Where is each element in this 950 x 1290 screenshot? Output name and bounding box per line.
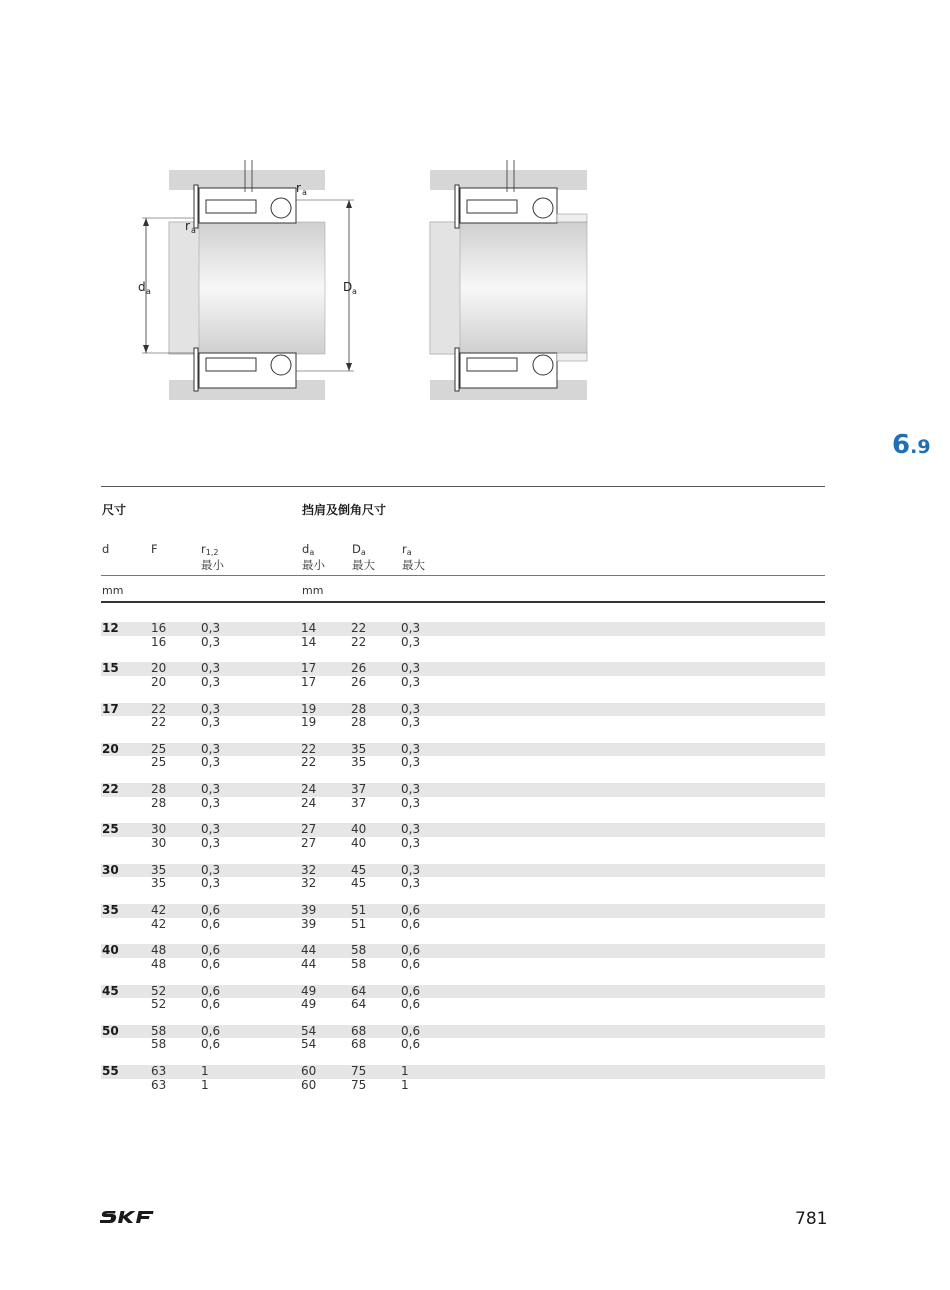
cell-F: 42	[151, 903, 167, 918]
table-row	[101, 662, 825, 676]
ra-label-side: r	[185, 219, 190, 233]
cell-da: 54	[301, 1023, 317, 1038]
col-ra-sub: a	[406, 548, 412, 557]
table-row	[101, 958, 825, 972]
cell-Da: 51	[351, 916, 367, 931]
Da-label-sub: a	[352, 287, 357, 296]
table-row	[101, 622, 825, 636]
abutment-header: 挡肩及倒角尺寸	[302, 503, 387, 517]
cell-ra: 0,3	[401, 835, 421, 850]
cell-d: 30	[102, 862, 119, 877]
cell-F: 48	[151, 956, 167, 971]
cell-r12: 0,3	[201, 795, 221, 810]
cell-da: 49	[301, 983, 317, 998]
table-row	[101, 756, 825, 770]
cell-F: 63	[151, 1064, 167, 1079]
table-row	[101, 1065, 825, 1079]
table-row	[101, 904, 825, 918]
cell-Da: 64	[351, 983, 367, 998]
cell-F: 58	[151, 1023, 167, 1038]
cell-da: 27	[301, 822, 317, 837]
ra-label-side-sub: a	[191, 226, 196, 235]
cell-ra: 1	[401, 1077, 409, 1092]
top-rule	[101, 486, 825, 487]
col-ra-label: r	[402, 542, 407, 556]
cell-da: 24	[301, 795, 317, 810]
cell-r12: 0,6	[201, 1023, 221, 1038]
table-row	[101, 676, 825, 690]
cell-F: 16	[151, 634, 167, 649]
cell-r12: 0,3	[201, 715, 221, 730]
page-number: 781	[795, 1209, 828, 1229]
cell-Da: 64	[351, 997, 367, 1012]
cell-ra: 0,3	[401, 634, 421, 649]
da-label: d	[138, 280, 146, 294]
ra-label-top: r	[296, 181, 301, 195]
units-rule	[101, 601, 825, 603]
dimensions-header: 尺寸	[102, 503, 127, 517]
cell-Da: 28	[351, 701, 367, 716]
table-row	[101, 797, 825, 811]
cell-r12: 0,3	[201, 741, 221, 756]
bearing-group	[101, 1025, 825, 1065]
cell-da: 60	[301, 1064, 317, 1079]
table-row	[101, 716, 825, 730]
cell-ra: 0,6	[401, 1023, 421, 1038]
section-number	[892, 430, 931, 460]
col-Da-note: 最大	[352, 558, 375, 572]
cell-da: 19	[301, 701, 317, 716]
cell-F: 63	[151, 1077, 167, 1092]
cell-Da: 58	[351, 956, 367, 971]
cell-da: 44	[301, 956, 317, 971]
table-row	[101, 783, 825, 797]
col-r12-label: r	[201, 542, 206, 556]
section-dot: .	[910, 436, 918, 458]
cell-F: 25	[151, 741, 167, 756]
cell-da: 39	[301, 903, 317, 918]
cell-d: 22	[102, 782, 119, 797]
bearing-group	[101, 703, 825, 743]
cell-ra: 0,3	[401, 661, 421, 676]
col-r12-sub: 1,2	[205, 548, 219, 557]
table-row	[101, 998, 825, 1012]
cell-da: 60	[301, 1077, 317, 1092]
cell-d: 50	[102, 1023, 119, 1038]
table-row	[101, 1025, 825, 1039]
cell-d: 55	[102, 1064, 119, 1079]
cell-da: 27	[301, 835, 317, 850]
cell-Da: 35	[351, 741, 367, 756]
cell-r12: 0,3	[201, 782, 221, 797]
cell-ra: 0,6	[401, 956, 421, 971]
section-minor: 9	[917, 436, 931, 458]
cell-da: 22	[301, 741, 317, 756]
cell-d: 20	[102, 741, 119, 756]
cell-r12: 0,3	[201, 876, 221, 891]
cell-r12: 0,6	[201, 956, 221, 971]
bearing-group	[101, 743, 825, 783]
cell-d: 35	[102, 903, 119, 918]
cell-r12: 0,3	[201, 701, 221, 716]
dimensions-table	[101, 622, 825, 1106]
cell-da: 32	[301, 876, 317, 891]
col-ra-note: 最大	[402, 558, 425, 572]
da-label-sub: a	[146, 287, 151, 296]
cell-F: 42	[151, 916, 167, 931]
cell-da: 14	[301, 621, 317, 635]
cell-da: 17	[301, 674, 317, 689]
col-r12-note: 最小	[201, 558, 224, 572]
cell-ra: 0,3	[401, 795, 421, 810]
cell-F: 30	[151, 822, 167, 837]
section-major: 6	[892, 430, 911, 460]
cell-r12: 0,6	[201, 983, 221, 998]
cell-F: 22	[151, 715, 167, 730]
cell-Da: 68	[351, 1037, 367, 1052]
table-row	[101, 837, 825, 851]
col-r12	[201, 543, 224, 572]
cell-F: 30	[151, 835, 167, 850]
cell-Da: 22	[351, 621, 367, 635]
cell-ra: 0,6	[401, 1037, 421, 1052]
cell-ra: 0,3	[401, 674, 421, 689]
cell-r12: 0,6	[201, 903, 221, 918]
header-rule	[101, 575, 825, 576]
cell-ra: 0,6	[401, 997, 421, 1012]
cell-ra: 1	[401, 1064, 409, 1079]
ra-label-top-sub: a	[302, 188, 307, 197]
cell-Da: 68	[351, 1023, 367, 1038]
cell-ra: 0,3	[401, 715, 421, 730]
bearing-group	[101, 622, 825, 662]
bearing-group	[101, 783, 825, 823]
mounting-diagram-alternative	[425, 160, 595, 410]
bearing-group	[101, 904, 825, 944]
cell-da: 22	[301, 755, 317, 770]
col-da-sub: a	[309, 548, 315, 557]
cell-ra: 0,3	[401, 782, 421, 797]
cell-ra: 0,3	[401, 755, 421, 770]
cell-ra: 0,3	[401, 876, 421, 891]
cell-ra: 0,3	[401, 862, 421, 877]
cell-Da: 75	[351, 1064, 367, 1079]
bearing-group	[101, 985, 825, 1025]
cell-Da: 51	[351, 903, 367, 918]
cell-Da: 26	[351, 661, 367, 676]
mounting-diagram-dimensions	[134, 160, 364, 410]
cell-F: 28	[151, 795, 167, 810]
bearing-group	[101, 662, 825, 702]
cell-Da: 22	[351, 634, 367, 649]
cell-d: 45	[102, 983, 119, 998]
cell-ra: 0,3	[401, 822, 421, 837]
table-row	[101, 743, 825, 757]
cell-da: 49	[301, 997, 317, 1012]
cell-d: 12	[102, 621, 119, 635]
cell-d: 25	[102, 822, 119, 837]
cell-r12: 0,6	[201, 943, 221, 958]
table-row	[101, 944, 825, 958]
col-d	[102, 543, 109, 556]
cell-da: 44	[301, 943, 317, 958]
cell-r12: 0,6	[201, 997, 221, 1012]
cell-da: 24	[301, 782, 317, 797]
table-row	[101, 1038, 825, 1052]
cell-da: 17	[301, 661, 317, 676]
cell-Da: 35	[351, 755, 367, 770]
cell-r12: 0,3	[201, 862, 221, 877]
cell-F: 58	[151, 1037, 167, 1052]
cell-d: 17	[102, 701, 119, 716]
cell-ra: 0,3	[401, 701, 421, 716]
table-row	[101, 703, 825, 717]
col-d-label: d	[102, 542, 110, 556]
col-da	[302, 543, 325, 572]
col-Da-label: D	[352, 542, 361, 556]
cell-F: 48	[151, 943, 167, 958]
cell-ra: 0,3	[401, 741, 421, 756]
cell-ra: 0,6	[401, 903, 421, 918]
table-row	[101, 823, 825, 837]
col-Da-sub: a	[360, 548, 366, 557]
col-da-label: d	[302, 542, 310, 556]
cell-Da: 37	[351, 795, 367, 810]
bearing-group	[101, 823, 825, 863]
cell-F: 20	[151, 661, 167, 676]
cell-Da: 75	[351, 1077, 367, 1092]
table-row	[101, 918, 825, 932]
cell-r12: 0,3	[201, 621, 221, 635]
cell-Da: 58	[351, 943, 367, 958]
cell-r12: 0,3	[201, 674, 221, 689]
Da-label: D	[343, 280, 353, 294]
cell-F: 52	[151, 983, 167, 998]
cell-Da: 26	[351, 674, 367, 689]
cell-da: 19	[301, 715, 317, 730]
cell-r12: 0,3	[201, 634, 221, 649]
cell-ra: 0,3	[401, 621, 421, 635]
cell-F: 52	[151, 997, 167, 1012]
col-ra	[402, 543, 425, 572]
cell-Da: 40	[351, 822, 367, 837]
cell-r12: 0,3	[201, 835, 221, 850]
unit-right: mm	[302, 584, 324, 597]
cell-Da: 28	[351, 715, 367, 730]
cell-d: 40	[102, 943, 119, 958]
unit-left: mm	[102, 584, 124, 597]
cell-r12: 0,3	[201, 755, 221, 770]
cell-da: 39	[301, 916, 317, 931]
cell-r12: 0,6	[201, 916, 221, 931]
cell-r12: 0,6	[201, 1037, 221, 1052]
skf-logo	[100, 1209, 162, 1225]
cell-F: 25	[151, 755, 167, 770]
cell-F: 20	[151, 674, 167, 689]
table-row	[101, 985, 825, 999]
cell-Da: 45	[351, 876, 367, 891]
table-row	[101, 864, 825, 878]
col-Da	[352, 543, 375, 572]
bearing-group	[101, 1065, 825, 1105]
cell-r12: 1	[201, 1064, 209, 1079]
table-row	[101, 1079, 825, 1093]
cell-Da: 45	[351, 862, 367, 877]
cell-ra: 0,6	[401, 916, 421, 931]
cell-Da: 37	[351, 782, 367, 797]
cell-d: 15	[102, 661, 119, 676]
bearing-group	[101, 864, 825, 904]
cell-Da: 40	[351, 835, 367, 850]
cell-da: 54	[301, 1037, 317, 1052]
col-da-note: 最小	[302, 558, 325, 572]
table-row	[101, 877, 825, 891]
cell-ra: 0,6	[401, 983, 421, 998]
cell-F: 28	[151, 782, 167, 797]
cell-F: 35	[151, 862, 167, 877]
cell-F: 22	[151, 701, 167, 716]
cell-r12: 0,3	[201, 822, 221, 837]
cell-ra: 0,6	[401, 943, 421, 958]
cell-da: 14	[301, 634, 317, 649]
cell-F: 35	[151, 876, 167, 891]
cell-r12: 0,3	[201, 661, 221, 676]
cell-r12: 1	[201, 1077, 209, 1092]
cell-da: 32	[301, 862, 317, 877]
bearing-group	[101, 944, 825, 984]
table-row	[101, 636, 825, 650]
col-F	[151, 543, 158, 556]
cell-F: 16	[151, 621, 167, 635]
col-F-label: F	[151, 542, 158, 556]
